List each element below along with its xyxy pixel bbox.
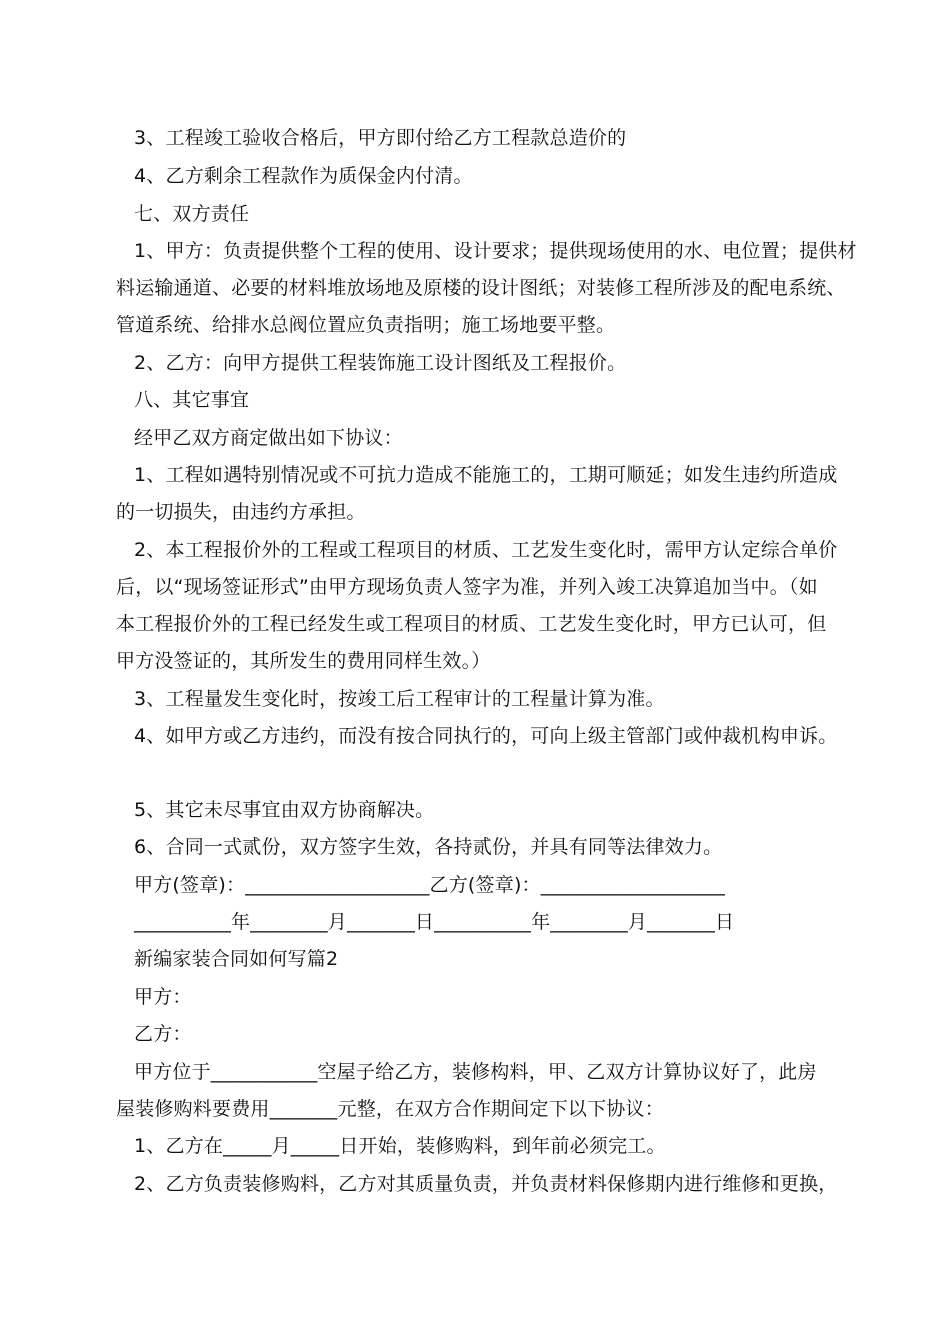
doc-line: 4、如甲方或乙方违约，而没有按合同执行的，可向上级主管部门或仲裁机构申诉。 [134, 725, 838, 747]
doc-line: 1、乙方在_____月_____日开始，装修购料，到年前必须完工。 [134, 1135, 666, 1157]
doc-line: 本工程报价外的工程已经发生或工程项目的材质、工艺发生变化时，甲方已认可，但 [116, 613, 827, 635]
date-line: __________年________月_______日__________年________月_______日 [134, 911, 735, 933]
doc-line: 2、乙方：向甲方提供工程装饰施工设计图纸及工程报价。 [134, 352, 627, 374]
doc-line: 3、工程竣工验收合格后，甲方即付给乙方工程款总造价的 [134, 127, 627, 149]
party-b-label: 乙方： [134, 1023, 192, 1045]
doc-line: 屋装修购料要费用_______元整，在双方合作期间定下以下协议： [116, 1098, 664, 1120]
party-a-label: 甲方： [134, 986, 192, 1008]
doc-line: 5、其它未尽事宜由双方协商解决。 [134, 799, 435, 821]
doc-line: 后，以“现场签证形式”由甲方现场负责人签字为准，并列入竣工决算追加当中。（如 [116, 576, 818, 598]
doc-line: 的一切损失，由违约方承担。 [116, 501, 366, 523]
signature-line: 甲方(签章)：___________________乙方(签章)：___________________ [134, 874, 726, 896]
doc-line: 3、工程量发生变化时，按竣工后工程审计的工程量计算为准。 [134, 688, 665, 710]
doc-line: 1、甲方：负责提供整个工程的使用、设计要求；提供现场使用的水、电位置；提供材 [134, 240, 857, 262]
doc-line: 经甲乙双方商定做出如下协议： [134, 427, 403, 449]
section-heading: 七、双方责任 [134, 203, 250, 225]
doc-line: 2、本工程报价外的工程或工程项目的材质、工艺发生变化时，需甲方认定综合单价 [134, 539, 838, 561]
doc-line: 1、工程如遇特别情况或不可抗力造成不能施工的，工期可顺延；如发生违约所造成 [134, 464, 838, 486]
doc-line: 管道系统、给排水总阀位置应负责指明；施工场地要平整。 [116, 314, 616, 336]
doc-line: 料运输通道、必要的材料堆放场地及原楼的设计图纸；对装修工程所涉及的配电系统、 [116, 277, 846, 299]
doc-line: 6、合同一式贰份，双方签字生效，各持贰份，并具有同等法律效力。 [134, 836, 723, 858]
doc-line: 甲方没签证的，其所发生的费用同样生效。） [116, 650, 491, 672]
document-title: 新编家装合同如何写篇2 [134, 948, 339, 970]
doc-line: 2、乙方负责装修购料，乙方对其质量负责，并负责材料保修期内进行维修和更换， [134, 1173, 838, 1195]
section-heading: 八、其它事宜 [134, 389, 250, 411]
doc-line: 甲方位于___________空屋子给乙方，装修构料，甲、乙双方计算协议好了，此房 [134, 1061, 817, 1083]
doc-line: 4、乙方剩余工程款作为质保金内付清。 [134, 165, 473, 187]
